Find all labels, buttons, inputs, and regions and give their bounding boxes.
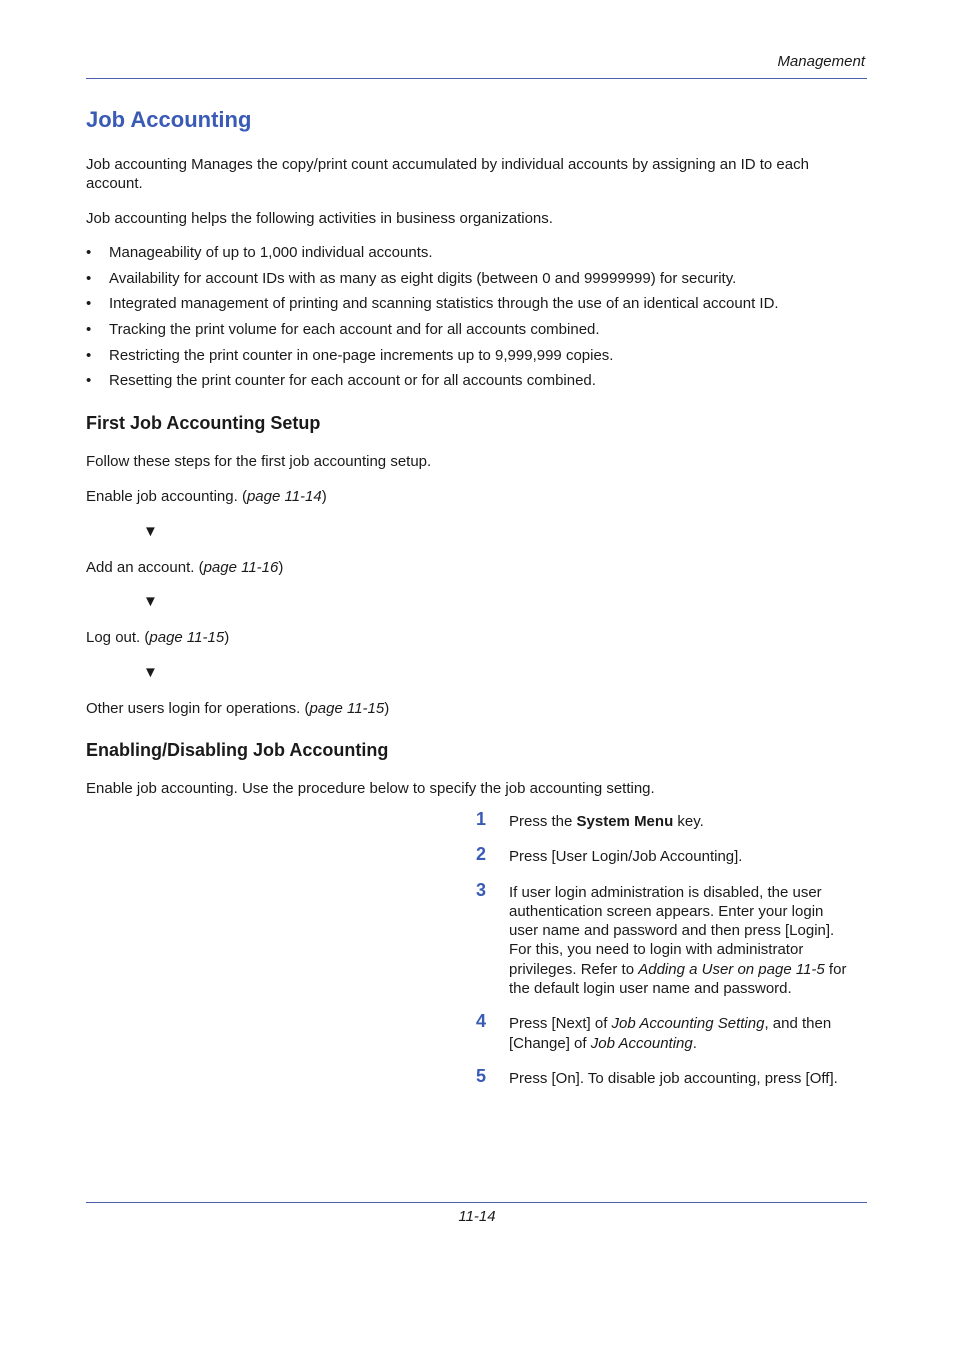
enabling-lead: Enable job accounting. Use the procedure below to specify the job accounting setting.	[86, 780, 655, 797]
page-reference-link[interactable]: page 11-15	[309, 700, 385, 717]
down-arrow-icon: ▼	[143, 593, 158, 610]
flow-step-3: Log out. (page 11-15)	[86, 629, 230, 646]
cross-reference-link[interactable]: Adding a User on page 11-5	[638, 960, 825, 978]
page-reference-link[interactable]: page 11-15	[149, 629, 225, 646]
step-number: 4	[476, 1011, 487, 1032]
procedure-step: 2 Press [User Login/Job Accounting].	[476, 844, 743, 866]
intro-paragraph	[86, 155, 809, 193]
intro-line-1: Job accounting Manages the copy/print count accumulated by individual accounts by assigning an ID to each	[86, 156, 809, 173]
list-item-text: Availability for account IDs with as many as eight digits (between 0 and 99999999) for security.	[109, 269, 737, 287]
step-number: 3	[476, 879, 487, 900]
system-menu-key-label: System Menu	[576, 813, 674, 830]
page-reference-link[interactable]: page 11-16	[203, 559, 279, 576]
step-number: 5	[476, 1065, 487, 1086]
procedure-step: 3 If user login administration is disabled, the user authentication screen appears. Enter your login user name and password and then press [Login]. For this, you need to login with administrator privileges. Refer to Adding a User on page 11-5 for the default login user name and password.	[476, 879, 847, 998]
list-item	[86, 269, 779, 295]
down-arrow-icon: ▼	[143, 664, 158, 681]
setup-lead: Follow these steps for the first job accounting setup.	[86, 453, 432, 470]
procedure-steps	[476, 809, 871, 1104]
list-item	[86, 320, 779, 346]
step-number: 2	[476, 844, 487, 865]
procedure-step: 1 Press the System Menu key.	[476, 809, 704, 830]
bullet-icon: •	[86, 346, 92, 364]
list-item	[86, 371, 779, 397]
list-item-text: Resetting the print counter for each account or for all accounts combined.	[109, 372, 596, 390]
setup-heading: First Job Accounting Setup	[86, 413, 321, 433]
enabling-heading: Enabling/Disabling Job Accounting	[86, 740, 389, 760]
procedure-step: 5 Press [On]. To disable job accounting, press [Off].	[476, 1065, 838, 1087]
activities-list	[86, 243, 779, 397]
page-title: Job Accounting	[86, 107, 252, 132]
procedure-step: 4 Press [Next] of Job Accounting Setting, and then [Change] of Job Accounting.	[476, 1011, 832, 1052]
flow-step-1: Enable job accounting. (page 11-14)	[86, 488, 327, 505]
down-arrow-icon: ▼	[143, 523, 158, 540]
step-number: 1	[476, 809, 487, 829]
bullet-icon: •	[86, 372, 92, 390]
intro-line-2: account.	[86, 175, 143, 192]
page-number: 11-14	[458, 1208, 496, 1225]
list-item	[86, 243, 779, 269]
flow-step-2: Add an account. (page 11-16)	[86, 559, 284, 576]
list-item	[86, 294, 779, 320]
flow-step-4: Other users login for operations. (page 11-15)	[86, 700, 390, 717]
footer-rule	[86, 1202, 867, 1203]
bullet-icon: •	[86, 244, 92, 261]
bullet-icon: •	[86, 269, 92, 287]
list-item-text: Integrated management of printing and scanning statistics through the use of an identical account ID.	[109, 295, 779, 313]
header-rule	[86, 78, 867, 79]
list-item-text: Tracking the print volume for each account and for all accounts combined.	[109, 321, 600, 339]
list-item-text: Restricting the print counter in one-page increments up to 9,999,999 copies.	[109, 346, 614, 364]
list-item	[86, 346, 779, 372]
bullet-icon: •	[86, 295, 92, 313]
page-reference-link[interactable]: page 11-14	[246, 488, 322, 505]
bullet-icon: •	[86, 321, 92, 339]
running-header: Management	[777, 53, 865, 70]
list-item-text: Manageability of up to 1,000 individual accounts.	[109, 244, 433, 261]
activities-paragraph: Job accounting helps the following activities in business organizations.	[86, 210, 553, 227]
